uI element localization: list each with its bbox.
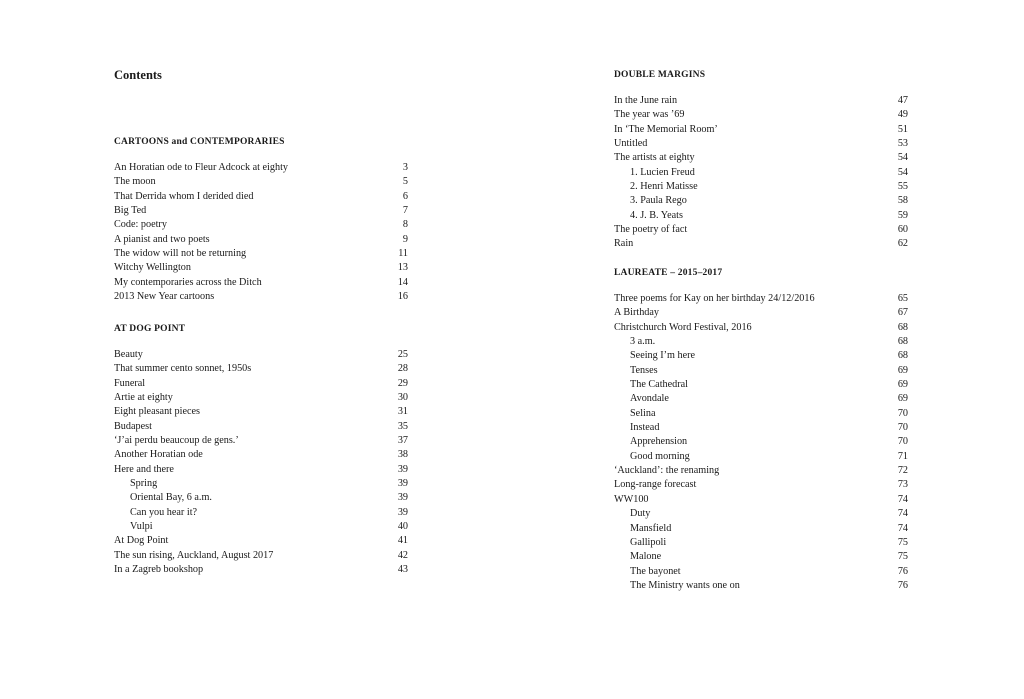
entry-title: A Birthday xyxy=(614,307,659,319)
toc-entry[interactable] xyxy=(614,493,908,507)
entry-page-number: 7 xyxy=(402,205,408,217)
toc-entry[interactable] xyxy=(614,421,908,435)
entry-title: My contemporaries across the Ditch xyxy=(114,276,262,288)
toc-entry[interactable] xyxy=(114,175,408,189)
entry-title: In the June rain xyxy=(614,95,678,106)
toc-entry[interactable] xyxy=(614,321,908,335)
entry-page-number: 31 xyxy=(397,406,408,418)
entry-title: In a Zagreb bookshop xyxy=(114,564,204,576)
entry-page-number: 47 xyxy=(897,95,908,106)
entry-page-number: 69 xyxy=(897,364,908,376)
entry-title: Duty xyxy=(630,508,651,520)
left-page xyxy=(114,0,408,699)
entry-title: 2. Henri Matisse xyxy=(630,181,698,193)
toc-entry[interactable] xyxy=(614,364,908,378)
entry-page-number: 14 xyxy=(397,276,408,288)
toc-entry[interactable] xyxy=(614,407,908,421)
entry-title: WW100 xyxy=(614,493,649,505)
toc-entry[interactable] xyxy=(614,194,908,208)
entry-title: In ‘The Memorial Room’ xyxy=(614,123,718,135)
toc-entry[interactable] xyxy=(614,335,908,349)
entry-title: Beauty xyxy=(114,349,143,360)
entry-page-number: 65 xyxy=(897,293,908,304)
toc-entry[interactable] xyxy=(614,94,908,108)
entry-page-number: 25 xyxy=(397,349,408,360)
section-double-margins xyxy=(614,68,908,252)
entry-title: The artists at eighty xyxy=(614,152,695,164)
entry-page-number: 39 xyxy=(397,463,408,475)
entry-page-number: 62 xyxy=(897,238,908,250)
toc-entry[interactable] xyxy=(114,448,408,462)
entry-title: Malone xyxy=(630,551,662,563)
section-heading: DOUBLE MARGINS xyxy=(614,70,706,80)
entry-page-number: 70 xyxy=(897,407,908,419)
toc-entry[interactable] xyxy=(614,536,908,550)
toc-entry[interactable] xyxy=(614,392,908,406)
entry-page-number: 70 xyxy=(897,436,908,448)
entry-title: Can you hear it? xyxy=(130,506,198,518)
section-laureate xyxy=(614,266,908,593)
entry-page-number: 55 xyxy=(897,181,908,193)
section-at-dog-point xyxy=(114,322,408,578)
entry-title: Apprehension xyxy=(630,436,688,448)
entry-page-number: 3 xyxy=(402,162,408,173)
toc-entry[interactable] xyxy=(614,550,908,564)
toc-entry[interactable] xyxy=(614,478,908,492)
entry-title: Spring xyxy=(130,478,158,490)
entry-page-number: 29 xyxy=(397,377,408,389)
toc-entry[interactable] xyxy=(114,161,408,175)
toc-entry[interactable] xyxy=(614,522,908,536)
entry-page-number: 73 xyxy=(897,479,908,491)
toc-entry[interactable] xyxy=(614,223,908,237)
toc-list xyxy=(614,292,908,593)
entry-title: Funeral xyxy=(114,377,146,389)
entry-page-number: 49 xyxy=(897,109,908,121)
entry-page-number: 51 xyxy=(897,123,908,135)
toc-entry[interactable] xyxy=(114,506,408,520)
entry-title: 3 a.m. xyxy=(630,336,656,348)
entry-title: The Ministry wants one on xyxy=(630,579,740,591)
toc-entry[interactable] xyxy=(114,477,408,491)
entry-page-number: 11 xyxy=(398,248,408,260)
entry-page-number: 39 xyxy=(397,478,408,490)
entry-title: Good morning xyxy=(630,450,690,462)
entry-title: Witchy Wellington xyxy=(114,262,191,274)
toc-list xyxy=(114,161,408,304)
toc-entry[interactable] xyxy=(114,549,408,563)
entry-title: The widow will not be returning xyxy=(114,248,247,260)
toc-entry[interactable] xyxy=(614,378,908,392)
entry-title: Untitled xyxy=(614,138,648,150)
entry-page-number: 6 xyxy=(402,190,408,202)
entry-page-number: 68 xyxy=(897,336,908,348)
toc-entry[interactable] xyxy=(614,435,908,449)
entry-title: 4. J. B. Yeats xyxy=(630,209,683,221)
entry-title: Avondale xyxy=(630,393,669,405)
entry-title: Eight pleasant pieces xyxy=(114,406,200,418)
entry-title: At Dog Point xyxy=(114,535,169,547)
entry-page-number: 76 xyxy=(897,565,908,577)
toc-entry[interactable] xyxy=(114,420,408,434)
entry-page-number: 39 xyxy=(397,506,408,518)
entry-page-number: 38 xyxy=(397,449,408,461)
entry-title: Budapest xyxy=(114,420,152,432)
entry-page-number: 72 xyxy=(897,465,908,477)
toc-entry[interactable] xyxy=(114,563,408,577)
entry-title: Three poems for Kay on her birthday 24/12/2016 xyxy=(614,293,815,304)
entry-title: The poetry of fact xyxy=(614,224,688,236)
toc-list xyxy=(614,94,908,252)
entry-page-number: 39 xyxy=(397,492,408,504)
entry-title: Christchurch Word Festival, 2016 xyxy=(614,321,752,333)
entry-title: Vulpi xyxy=(130,521,153,533)
section-heading: CARTOONS and CONTEMPORARIES xyxy=(114,137,285,147)
toc-entry[interactable] xyxy=(114,218,408,232)
entry-page-number: 40 xyxy=(397,521,408,533)
entry-title: Artie at eighty xyxy=(114,392,173,404)
entry-page-number: 41 xyxy=(397,535,408,547)
toc-entry[interactable] xyxy=(614,579,908,593)
entry-page-number: 70 xyxy=(897,422,908,434)
toc-entry[interactable] xyxy=(614,306,908,320)
toc-entry[interactable] xyxy=(614,166,908,180)
entry-page-number: 74 xyxy=(897,493,908,505)
entry-page-number: 74 xyxy=(897,522,908,534)
entry-title: Oriental Bay, 6 a.m. xyxy=(130,492,212,504)
entry-page-number: 53 xyxy=(897,138,908,150)
entry-page-number: 74 xyxy=(897,508,908,520)
entry-title: That summer cento sonnet, 1950s xyxy=(114,363,252,375)
entry-page-number: 59 xyxy=(897,209,908,221)
toc-entry[interactable] xyxy=(114,405,408,419)
contents-title: Contents xyxy=(114,68,162,82)
right-page xyxy=(614,0,908,699)
toc-list xyxy=(114,348,408,578)
toc-entry[interactable] xyxy=(114,276,408,290)
entry-title: Tenses xyxy=(630,364,658,376)
toc-entry[interactable] xyxy=(114,290,408,304)
entry-page-number: 69 xyxy=(897,379,908,391)
entry-title: The Cathedral xyxy=(630,379,688,391)
toc-entry[interactable] xyxy=(614,151,908,165)
entry-title: Seeing I’m here xyxy=(630,350,696,362)
entry-page-number: 30 xyxy=(397,392,408,404)
entry-page-number: 9 xyxy=(402,233,408,245)
entry-title: That Derrida whom I derided died xyxy=(114,190,254,202)
entry-title: A pianist and two poets xyxy=(114,233,210,245)
entry-page-number: 13 xyxy=(397,262,408,274)
entry-title: Gallipoli xyxy=(630,536,667,548)
toc-entry[interactable] xyxy=(114,233,408,247)
entry-page-number: 28 xyxy=(397,363,408,375)
entry-title: The bayonet xyxy=(630,565,681,577)
entry-title: The year was ’69 xyxy=(614,109,685,121)
toc-entry[interactable] xyxy=(114,362,408,376)
toc-entry[interactable] xyxy=(614,237,908,251)
entry-title: 2013 New Year cartoons xyxy=(114,291,215,303)
entry-page-number: 43 xyxy=(397,564,408,576)
entry-title: ‘Auckland’: the renaming xyxy=(614,465,720,477)
toc-entry[interactable] xyxy=(114,348,408,362)
toc-entry[interactable] xyxy=(114,534,408,548)
entry-page-number: 60 xyxy=(897,224,908,236)
entry-page-number: 8 xyxy=(402,219,408,231)
entry-title: ‘J’ai perdu beaucoup de gens.’ xyxy=(114,435,239,447)
entry-title: An Horatian ode to Fleur Adcock at eighty xyxy=(114,162,288,173)
entry-page-number: 76 xyxy=(897,579,908,591)
toc-entry[interactable] xyxy=(114,391,408,405)
toc-entry[interactable] xyxy=(614,137,908,151)
toc-entry[interactable] xyxy=(614,349,908,363)
toc-entry[interactable] xyxy=(114,190,408,204)
toc-entry[interactable] xyxy=(614,464,908,478)
entry-title: Another Horatian ode xyxy=(114,449,203,461)
entry-page-number: 71 xyxy=(897,450,908,462)
entry-title: 1. Lucien Freud xyxy=(630,166,695,178)
entry-page-number: 68 xyxy=(897,350,908,362)
entry-title: Long-range forecast xyxy=(614,479,697,491)
entry-title: Selina xyxy=(630,407,656,419)
toc-entry[interactable] xyxy=(614,209,908,223)
entry-page-number: 58 xyxy=(897,195,908,207)
entry-page-number: 75 xyxy=(897,536,908,548)
toc-entry[interactable] xyxy=(114,434,408,448)
entry-page-number: 37 xyxy=(397,435,408,447)
section-heading: LAUREATE – 2015–2017 xyxy=(614,268,723,278)
entry-title: The sun rising, Auckland, August 2017 xyxy=(114,549,274,561)
toc-entry[interactable] xyxy=(114,204,408,218)
entry-page-number: 54 xyxy=(897,166,908,178)
entry-title: Code: poetry xyxy=(114,219,167,231)
entry-title: Big Ted xyxy=(114,205,147,217)
entry-title: Instead xyxy=(630,422,660,434)
entry-page-number: 54 xyxy=(897,152,908,164)
toc-entry[interactable] xyxy=(114,377,408,391)
entry-page-number: 68 xyxy=(897,321,908,333)
entry-page-number: 16 xyxy=(397,291,408,303)
entry-title: Here and there xyxy=(114,463,174,475)
toc-entry[interactable] xyxy=(114,491,408,505)
entry-page-number: 75 xyxy=(897,551,908,563)
entry-title: Rain xyxy=(614,238,634,250)
entry-title: Mansfield xyxy=(630,522,672,534)
toc-entry[interactable] xyxy=(114,520,408,534)
toc-entry[interactable] xyxy=(614,108,908,122)
toc-entry[interactable] xyxy=(114,463,408,477)
toc-entry[interactable] xyxy=(114,247,408,261)
section-cartoons xyxy=(114,135,408,304)
toc-entry[interactable] xyxy=(114,261,408,275)
entry-page-number: 42 xyxy=(397,549,408,561)
entry-page-number: 69 xyxy=(897,393,908,405)
entry-page-number: 67 xyxy=(897,307,908,319)
toc-entry[interactable] xyxy=(614,123,908,137)
entry-title: The moon xyxy=(114,176,156,188)
entry-page-number: 35 xyxy=(397,420,408,432)
entry-page-number: 5 xyxy=(402,176,408,188)
entry-title: 3. Paula Rego xyxy=(630,195,687,207)
toc-entry[interactable] xyxy=(614,292,908,306)
section-heading: AT DOG POINT xyxy=(114,324,186,334)
toc-entry[interactable] xyxy=(614,450,908,464)
toc-entry[interactable] xyxy=(614,180,908,194)
toc-entry[interactable] xyxy=(614,507,908,521)
toc-entry[interactable] xyxy=(614,565,908,579)
